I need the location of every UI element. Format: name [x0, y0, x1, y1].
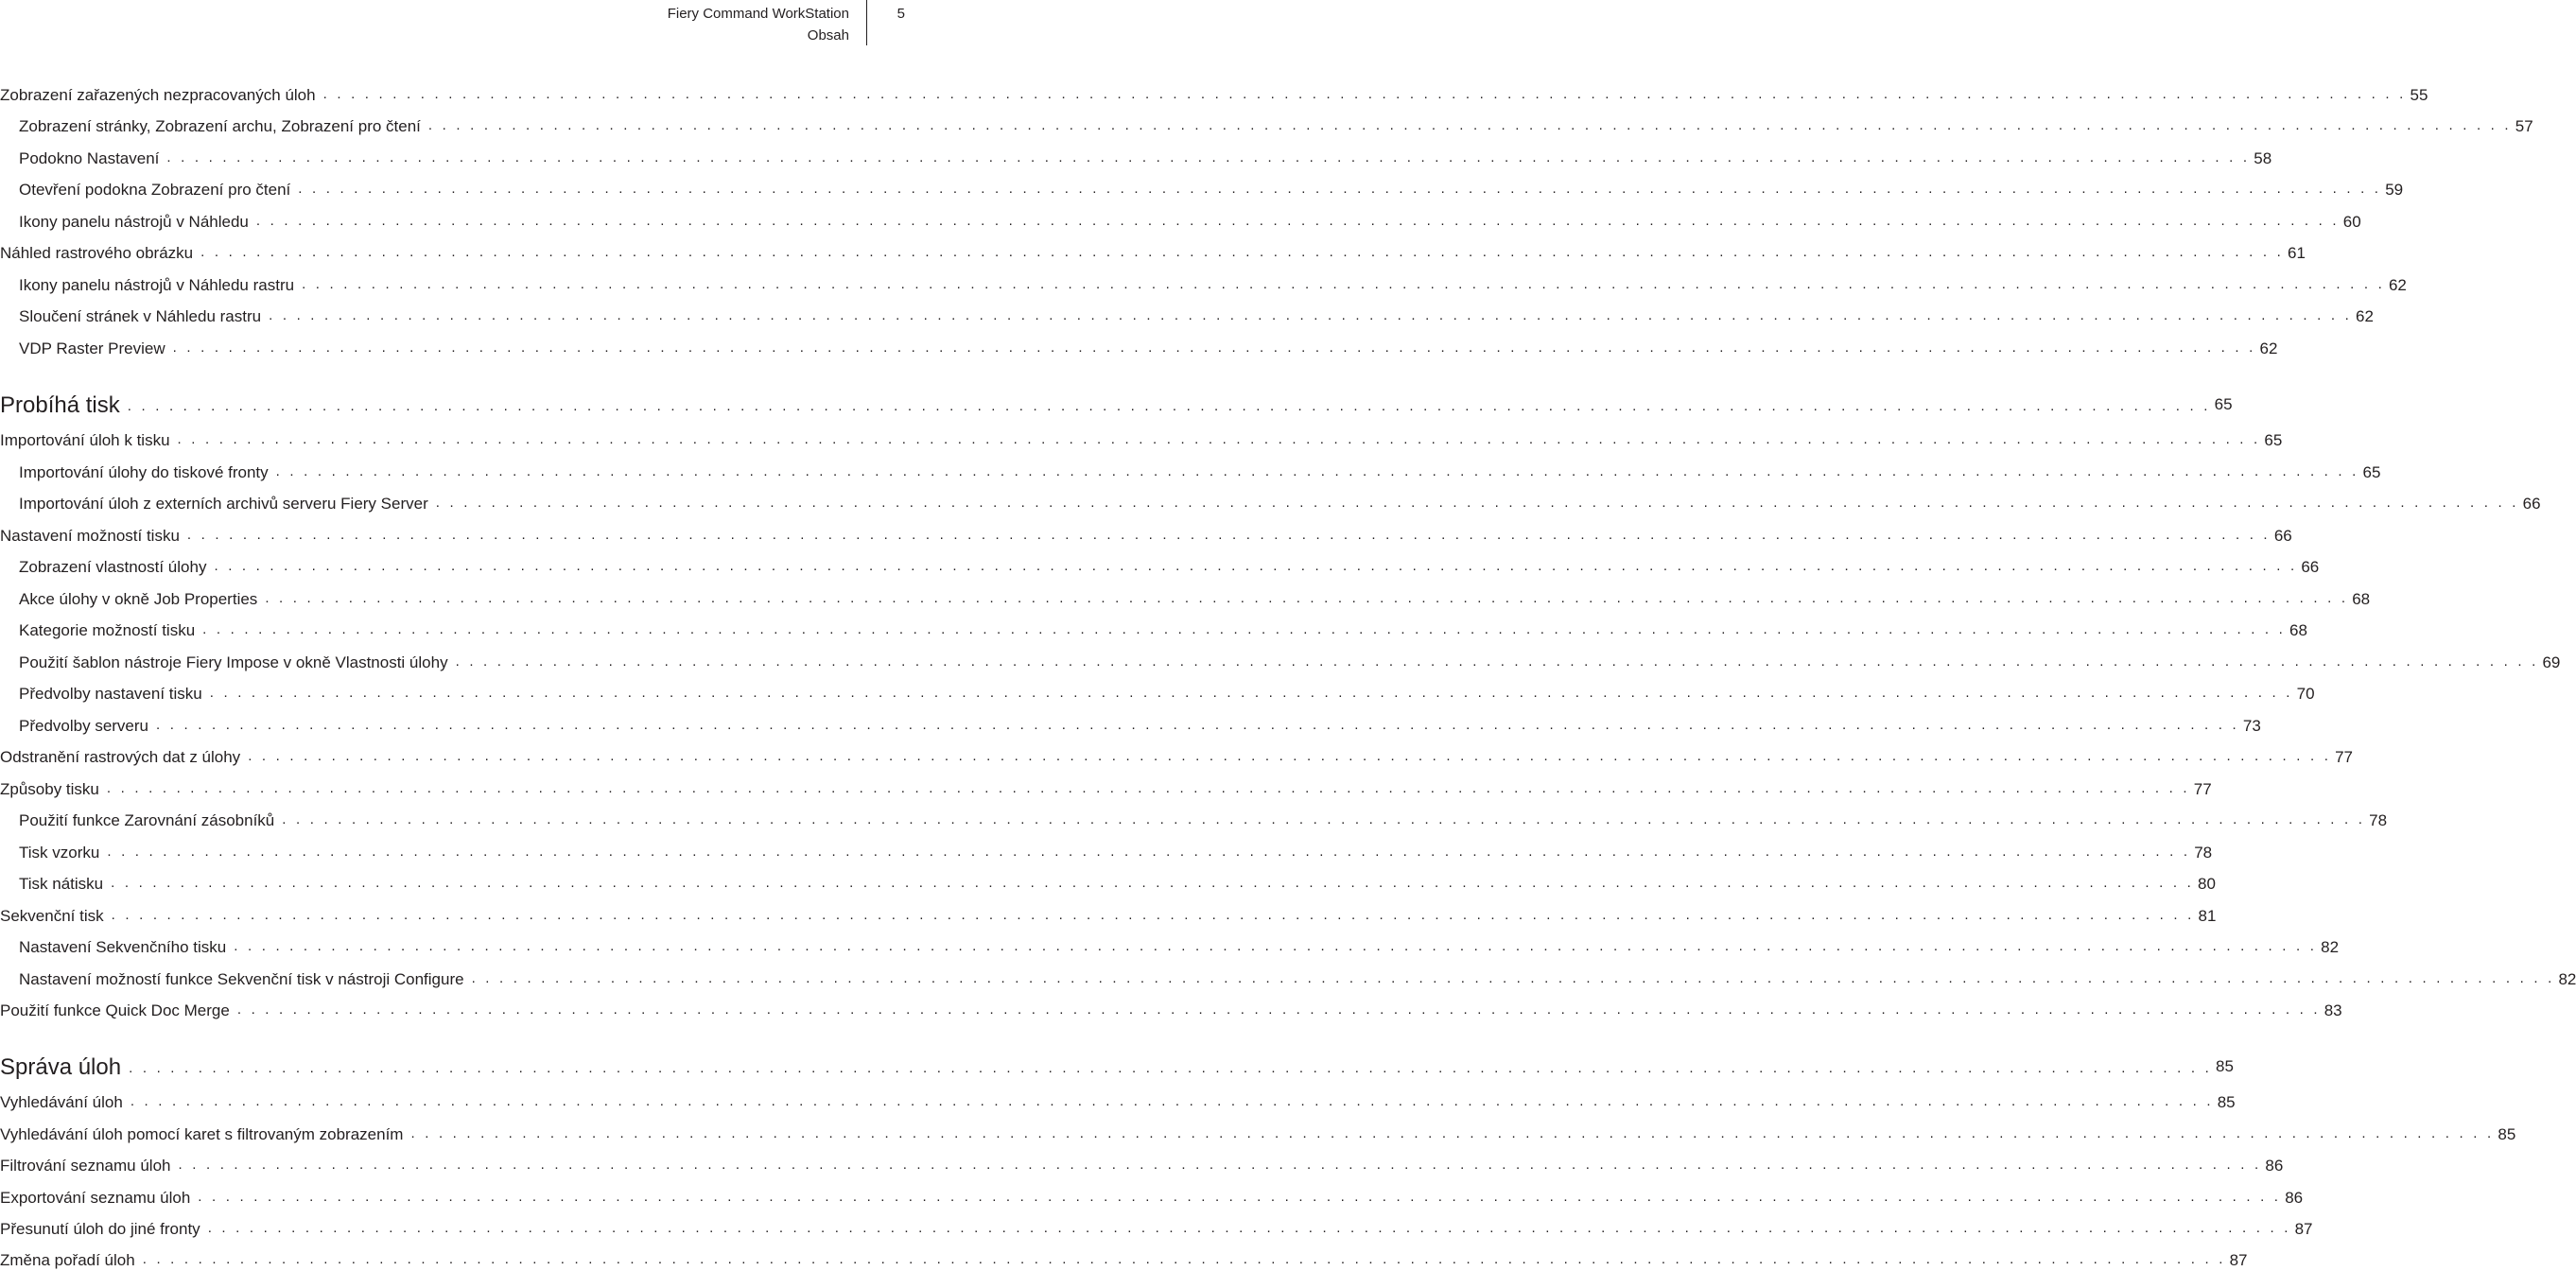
toc-leader-dots: . . . . . . . . . . . . . . . . . . . . . . . . . . . . . . . . . . . . . . . . . . . . . . . . . . . . . . . . . . . . . . . . . . . . . . . . . . . . . . . . . . . . . . . . . . . . . . . . . . . . . . . . . . . . . . . . . . . . . . . . . . . . . . . . . . . . . . . . . . . . . . . . . . . . . .	[282, 811, 2366, 827]
toc-leader-dots: . . . . . . . . . . . . . . . . . . . . . . . . . . . . . . . . . . . . . . . . . . . . . . . . . . . . . . . . . . . . . . . . . . . . . . . . . . . . . . . . . . . . . . . . . . . . . . . . . . . . . . . . . . . . . . . . . . . . . . . . . . . . . . . . . . . . . . . . . . . . . . . . . . . . . .	[111, 875, 2195, 891]
toc-entry-title: Probíhá tisk	[0, 392, 120, 418]
toc-leader-dots: . . . . . . . . . . . . . . . . . . . . . . . . . . . . . . . . . . . . . . . . . . . . . . . . . . . . . . . . . . . . . . . . . . . . . . . . . . . . . . . . . . . . . . . . . . . . . . . . . . . . . . . . . . . . . . . . . . . . . . . . . . . . . . . . . . . . . . . . . . . . . . . . . . . . . .	[156, 717, 2239, 733]
toc-entry-title: Importování úlohy do tiskové fronty	[19, 463, 269, 481]
toc-entry-page: 86	[2285, 1189, 2304, 1207]
toc-leader-dots: . . . . . . . . . . . . . . . . . . . . . . . . . . . . . . . . . . . . . . . . . . . . . . . . . . . . . . . . . . . . . . . . . . . . . . . . . . . . . . . . . . . . . . . . . . . . . . . . . . . . . . . . . . . . . . . . . . . . . . . . . . . . . . . . . . . . . . . . . . . . . . . . . . . . . .	[200, 244, 2285, 260]
header-text-block	[668, 3, 849, 46]
header-divider	[866, 0, 867, 45]
toc-leader-dots: . . . . . . . . . . . . . . . . . . . . . . . . . . . . . . . . . . . . . . . . . . . . . . . . . . . . . . . . . . . . . . . . . . . . . . . . . . . . . . . . . . . . . . . . . . . . . . . . . . . . . . . . . . . . . . . . . . . . . . . . . . . . . . . . . . . . . . . . . . . . . . . . . . . . . .	[186, 527, 2271, 543]
toc-entry[interactable]	[0, 1121, 2516, 1145]
toc-chapter-entry[interactable]	[0, 1050, 2234, 1082]
header-section: Obsah	[807, 27, 849, 44]
toc-leader-dots: . . . . . . . . . . . . . . . . . . . . . . . . . . . . . . . . . . . . . . . . . . . . . . . . . . . . . . . . . . . . . . . . . . . . . . . . . . . . . . . . . . . . . . . . . . . . . . . . . . . . . . . . . . . . . . . . . . . . . . . . . . . . . . . . . . . . . . . . . . . . . . . . . . . . . .	[209, 685, 2293, 701]
toc-entry-title: Způsoby tisku	[0, 780, 99, 798]
toc-leader-dots: . . . . . . . . . . . . . . . . . . . . . . . . . . . . . . . . . . . . . . . . . . . . . . . . . . . . . . . . . . . . . . . . . . . . . . . . . . . . . . . . . . . . . . . . . . . . . . . . . . . . . . . . . . . . . . . . . . . . . . . . . . . . . . . . . . . . . . . . . . . . . . . . . . . . . .	[302, 276, 2385, 292]
toc-entry[interactable]	[0, 1152, 2284, 1176]
toc-leader-dots: . . . . . . . . . . . . . . . . . . . . . . . . . . . . . . . . . . . . . . . . . . . . . . . . . . . . . . . . . . . . . . . . . . . . . . . . . . . . . . . . . . . . . . . . . . . . . . . . . . . . . . . . . . . . . . . . . . . . . . . . . . . . . . . . . . . . . . . . . . . . . . . . . . . . . .	[178, 1157, 2262, 1173]
toc-entry-title: Ikony panelu nástrojů v Náhledu rastru	[19, 276, 295, 294]
toc-entry[interactable]	[0, 1184, 2304, 1209]
toc-entry-page: 81	[2198, 907, 2217, 925]
toc-entry[interactable]	[0, 839, 2213, 863]
toc-entry-title: VDP Raster Preview	[19, 340, 165, 357]
toc-entry-title: Vyhledávání úloh	[0, 1093, 123, 1111]
toc-leader-dots: . . . . . . . . . . . . . . . . . . . . . . . . . . . . . . . . . . . . . . . . . . . . . . . . . . . . . . . . . . . . . . . . . . . . . . . . . . . . . . . . . . . . . . . . . . . . . . . . . . . . . . . . . . . . . . . . . . . . . . . . . . . . . . . . . . . . . . . . . . . . . . . . . . . . . .	[410, 1125, 2495, 1141]
toc-entry-title: Náhled rastrového obrázku	[0, 244, 194, 262]
toc-entry[interactable]	[0, 1246, 2248, 1271]
toc-entry[interactable]	[0, 1215, 2313, 1240]
toc-entry-page: 77	[2335, 748, 2353, 766]
toc-leader-dots: . . . . . . . . . . . . . . . . . . . . . . . . . . . . . . . . . . . . . . . . . . . . . . . . . . . . . . . . . . . . . . . . . . . . . . . . . . . . . . . . . . . . . . . . . . . . . . . . . . . . . . . . . . . . . . . . . . . . . . . . . . . . . . . . . . . . . . . . . . . . . . . . . . . . . .	[265, 590, 2349, 606]
toc-leader-dots: . . . . . . . . . . . . . . . . . . . . . . . . . . . . . . . . . . . . . . . . . . . . . . . . . . . . . . . . . . . . . . . . . . . . . . . . . . . . . . . . . . . . . . . . . . . . . . . . . . . . . . . . . . . . . . . . . . . . . . . . . . . . . . . . . . . . . . . . . . . . . . . . . . . . . .	[234, 938, 2318, 954]
toc-entry-title: Přesunutí úloh do jiné fronty	[0, 1220, 200, 1238]
toc-entry-page: 68	[2289, 621, 2307, 639]
toc-entry-title: Zobrazení zařazených nezpracovaných úloh	[0, 86, 316, 104]
toc-leader-dots: . . . . . . . . . . . . . . . . . . . . . . . . . . . . . . . . . . . . . . . . . . . . . . . . . . . . . . . . . . . . . . . . . . . . . . . . . . . . . . . . . . . . . . . . . . . . . . . . . . . . . . . . . . . . . . . . . . . . . . . . . . . . . . . . . . . . . . . . . . . . . . . . . . . . . .	[248, 748, 2332, 764]
toc-entry-page: 86	[2265, 1157, 2284, 1175]
toc-entry[interactable]	[0, 997, 2342, 1021]
toc-entry-page: 78	[2194, 844, 2213, 862]
toc-entry-page: 68	[2352, 590, 2371, 608]
toc-entry-page: 83	[2324, 1001, 2342, 1019]
toc-entry-title: Exportování seznamu úloh	[0, 1189, 191, 1207]
page-header	[0, 0, 908, 49]
toc-entry[interactable]	[0, 870, 2216, 895]
toc-entry-page: 69	[2542, 653, 2561, 671]
toc-entry[interactable]	[0, 775, 2212, 800]
toc-leader-dots: . . . . . . . . . . . . . . . . . . . . . . . . . . . . . . . . . . . . . . . . . . . . . . . . . . . . . . . . . . . . . . . . . . . . . . . . . . . . . . . . . . . . . . . . . . . . . . . . . . . . . . . . . . . . . . . . . . . . . . . . . . . . . . . . . . . . . . . . . . . . . . . . . . . . . .	[269, 307, 2352, 323]
toc-entry-title: Použití funkce Quick Doc Merge	[0, 1001, 230, 1019]
toc-entry-page: 87	[2229, 1251, 2248, 1269]
toc-entry-title: Správa úloh	[0, 1054, 122, 1080]
toc-leader-dots: . . . . . . . . . . . . . . . . . . . . . . . . . . . . . . . . . . . . . . . . . . . . . . . . . . . . . . . . . . . . . . . . . . . . . . . . . . . . . . . . . . . . . . . . . . . . . . . . . . . . . . . . . . . . . . . . . . . . . . . . . . . . . . . . . . . . . . . . . . . . . . . . . . . . . .	[129, 1060, 2212, 1076]
toc-leader-dots: . . . . . . . . . . . . . . . . . . . . . . . . . . . . . . . . . . . . . . . . . . . . . . . . . . . . . . . . . . . . . . . . . . . . . . . . . . . . . . . . . . . . . . . . . . . . . . . . . . . . . . . . . . . . . . . . . . . . . . . . . . . . . . . . . . . . . . . . . . . . . . . . . . . . . .	[427, 117, 2512, 133]
toc-leader-dots: . . . . . . . . . . . . . . . . . . . . . . . . . . . . . . . . . . . . . . . . . . . . . . . . . . . . . . . . . . . . . . . . . . . . . . . . . . . . . . . . . . . . . . . . . . . . . . . . . . . . . . . . . . . . . . . . . . . . . . . . . . . . . . . . . . . . . . . . . . . . . . . . . . . . . .	[471, 970, 2555, 986]
toc-entry[interactable]	[0, 81, 2428, 106]
toc-entry-page: 77	[2193, 780, 2212, 798]
toc-entry-title: Předvolby serveru	[19, 717, 149, 735]
toc-leader-dots: . . . . . . . . . . . . . . . . . . . . . . . . . . . . . . . . . . . . . . . . . . . . . . . . . . . . . . . . . . . . . . . . . . . . . . . . . . . . . . . . . . . . . . . . . . . . . . . . . . . . . . . . . . . . . . . . . . . . . . . . . . . . . . . . . . . . . . . . . . . . . . . . . . . . . .	[107, 844, 2191, 860]
toc-entry[interactable]	[0, 743, 2353, 768]
header-page-number: 5	[896, 6, 905, 22]
toc-entry[interactable]	[0, 807, 2388, 831]
toc-entry-title: Vyhledávání úloh pomocí karet s filtrovaným zobrazením	[0, 1125, 404, 1143]
toc-entry-title: Filtrování seznamu úloh	[0, 1157, 171, 1175]
toc-entry-title: Ikony panelu nástrojů v Náhledu	[19, 213, 249, 231]
toc-entry[interactable]	[0, 649, 2561, 673]
toc-entry-page: 66	[2301, 558, 2320, 576]
toc-entry-page: 70	[2296, 685, 2315, 703]
toc-entry-title: Zobrazení vlastností úlohy	[19, 558, 207, 576]
toc-entry[interactable]	[0, 271, 2407, 296]
toc-entry-title: Nastavení možností tisku	[0, 527, 180, 545]
toc-leader-dots: . . . . . . . . . . . . . . . . . . . . . . . . . . . . . . . . . . . . . . . . . . . . . . . . . . . . . . . . . . . . . . . . . . . . . . . . . . . . . . . . . . . . . . . . . . . . . . . . . . . . . . . . . . . . . . . . . . . . . . . . . . . . . . . . . . . . . . . . . . . . . . . . . . . . . .	[298, 181, 2382, 197]
toc-leader-dots: . . . . . . . . . . . . . . . . . . . . . . . . . . . . . . . . . . . . . . . . . . . . . . . . . . . . . . . . . . . . . . . . . . . . . . . . . . . . . . . . . . . . . . . . . . . . . . . . . . . . . . . . . . . . . . . . . . . . . . . . . . . . . . . . . . . . . . . . . . . . . . . . . . . . . .	[106, 780, 2190, 796]
toc-entry[interactable]	[0, 522, 2292, 547]
toc-entry-title: Změna pořadí úloh	[0, 1251, 135, 1269]
toc-entry-page: 60	[2342, 213, 2361, 231]
toc-leader-dots: . . . . . . . . . . . . . . . . . . . . . . . . . . . . . . . . . . . . . . . . . . . . . . . . . . . . . . . . . . . . . . . . . . . . . . . . . . . . . . . . . . . . . . . . . . . . . . . . . . . . . . . . . . . . . . . . . . . . . . . . . . . . . . . . . . . . . . . . . . . . . . . . . . . . . .	[142, 1251, 2226, 1267]
toc-entry[interactable]	[0, 680, 2315, 705]
toc-leader-dots: . . . . . . . . . . . . . . . . . . . . . . . . . . . . . . . . . . . . . . . . . . . . . . . . . . . . . . . . . . . . . . . . . . . . . . . . . . . . . . . . . . . . . . . . . . . . . . . . . . . . . . . . . . . . . . . . . . . . . . . . . . . . . . . . . . . . . . . . . . . . . . . . . . . . . .	[127, 398, 2211, 414]
toc-entry[interactable]	[0, 427, 2283, 451]
toc-entry-title: Sloučení stránek v Náhledu rastru	[19, 307, 262, 325]
toc-leader-dots: . . . . . . . . . . . . . . . . . . . . . . . . . . . . . . . . . . . . . . . . . . . . . . . . . . . . . . . . . . . . . . . . . . . . . . . . . . . . . . . . . . . . . . . . . . . . . . . . . . . . . . . . . . . . . . . . . . . . . . . . . . . . . . . . . . . . . . . . . . . . . . . . . . . . . .	[435, 495, 2519, 511]
toc-entry-page: 66	[2273, 527, 2292, 545]
toc-entry-page: 78	[2369, 811, 2388, 829]
toc-entry-title: Podokno Nastavení	[19, 149, 160, 167]
toc-entry-page: 55	[2410, 86, 2428, 104]
toc-leader-dots: . . . . . . . . . . . . . . . . . . . . . . . . . . . . . . . . . . . . . . . . . . . . . . . . . . . . . . . . . . . . . . . . . . . . . . . . . . . . . . . . . . . . . . . . . . . . . . . . . . . . . . . . . . . . . . . . . . . . . . . . . . . . . . . . . . . . . . . . . . . . . . . . . . . . . .	[455, 653, 2539, 670]
toc-leader-dots: . . . . . . . . . . . . . . . . . . . . . . . . . . . . . . . . . . . . . . . . . . . . . . . . . . . . . . . . . . . . . . . . . . . . . . . . . . . . . . . . . . . . . . . . . . . . . . . . . . . . . . . . . . . . . . . . . . . . . . . . . . . . . . . . . . . . . . . . . . . . . . . . . . . . . .	[130, 1093, 2214, 1109]
toc-entry[interactable]	[0, 933, 2340, 958]
toc-entry-title: Předvolby nastavení tisku	[19, 685, 202, 703]
toc-entry-title: Tisk vzorku	[19, 844, 100, 862]
toc-entry-page: 65	[2362, 463, 2381, 481]
toc-entry-title: Importování úloh z externích archivů serveru Fiery Server	[19, 495, 428, 513]
toc-leader-dots: . . . . . . . . . . . . . . . . . . . . . . . . . . . . . . . . . . . . . . . . . . . . . . . . . . . . . . . . . . . . . . . . . . . . . . . . . . . . . . . . . . . . . . . . . . . . . . . . . . . . . . . . . . . . . . . . . . . . . . . . . . . . . . . . . . . . . . . . . . . . . . . . . . . . . .	[207, 1220, 2291, 1236]
toc-chapter-entry[interactable]	[0, 388, 2233, 420]
toc-entry[interactable]	[0, 176, 2404, 200]
toc-entry[interactable]	[0, 585, 2371, 610]
toc-entry-page: 82	[2558, 970, 2576, 988]
toc-entry[interactable]	[0, 335, 2278, 359]
toc-leader-dots: . . . . . . . . . . . . . . . . . . . . . . . . . . . . . . . . . . . . . . . . . . . . . . . . . . . . . . . . . . . . . . . . . . . . . . . . . . . . . . . . . . . . . . . . . . . . . . . . . . . . . . . . . . . . . . . . . . . . . . . . . . . . . . . . . . . . . . . . . . . . . . . . . . . . . .	[198, 1189, 2282, 1205]
toc-leader-dots: . . . . . . . . . . . . . . . . . . . . . . . . . . . . . . . . . . . . . . . . . . . . . . . . . . . . . . . . . . . . . . . . . . . . . . . . . . . . . . . . . . . . . . . . . . . . . . . . . . . . . . . . . . . . . . . . . . . . . . . . . . . . . . . . . . . . . . . . . . . . . . . . . . . . . .	[177, 431, 2261, 447]
toc-entry-title: Nastavení Sekvenčního tisku	[19, 938, 227, 956]
toc-entry-page: 61	[2288, 244, 2306, 262]
toc-leader-dots: . . . . . . . . . . . . . . . . . . . . . . . . . . . . . . . . . . . . . . . . . . . . . . . . . . . . . . . . . . . . . . . . . . . . . . . . . . . . . . . . . . . . . . . . . . . . . . . . . . . . . . . . . . . . . . . . . . . . . . . . . . . . . . . . . . . . . . . . . . . . . . . . . . . . . .	[275, 463, 2359, 479]
toc-entry[interactable]	[0, 966, 2576, 990]
toc-leader-dots: . . . . . . . . . . . . . . . . . . . . . . . . . . . . . . . . . . . . . . . . . . . . . . . . . . . . . . . . . . . . . . . . . . . . . . . . . . . . . . . . . . . . . . . . . . . . . . . . . . . . . . . . . . . . . . . . . . . . . . . . . . . . . . . . . . . . . . . . . . . . . . . . . . . . . .	[236, 1001, 2321, 1018]
toc-entry-page: 80	[2198, 875, 2216, 893]
toc-entry-title: Zobrazení stránky, Zobrazení archu, Zobrazení pro čtení	[19, 117, 421, 135]
toc-entry[interactable]	[0, 553, 2320, 578]
toc-leader-dots: . . . . . . . . . . . . . . . . . . . . . . . . . . . . . . . . . . . . . . . . . . . . . . . . . . . . . . . . . . . . . . . . . . . . . . . . . . . . . . . . . . . . . . . . . . . . . . . . . . . . . . . . . . . . . . . . . . . . . . . . . . . . . . . . . . . . . . . . . . . . . . . . . . . . . .	[202, 621, 2287, 637]
toc-entry-page: 85	[2217, 1093, 2236, 1111]
toc-entry[interactable]	[0, 239, 2306, 264]
toc-entry[interactable]	[0, 902, 2217, 927]
toc-entry-page: 62	[2388, 276, 2407, 294]
toc-entry-page: 57	[2515, 117, 2533, 135]
toc-entry-title: Otevření podokna Zobrazení pro čtení	[19, 181, 291, 199]
toc-leader-dots: . . . . . . . . . . . . . . . . . . . . . . . . . . . . . . . . . . . . . . . . . . . . . . . . . . . . . . . . . . . . . . . . . . . . . . . . . . . . . . . . . . . . . . . . . . . . . . . . . . . . . . . . . . . . . . . . . . . . . . . . . . . . . . . . . . . . . . . . . . . . . . . . . . . . . .	[322, 86, 2407, 102]
toc-entry-page: 82	[2321, 938, 2340, 956]
toc-entry-title: Akce úlohy v okně Job Properties	[19, 590, 258, 608]
toc-entry-title: Sekvenční tisk	[0, 907, 104, 925]
toc-entry-page: 66	[2522, 495, 2541, 513]
toc-entry[interactable]	[0, 459, 2381, 483]
toc-entry-page: 85	[2498, 1125, 2516, 1143]
toc-entry[interactable]	[0, 145, 2272, 169]
toc-entry[interactable]	[0, 113, 2533, 137]
toc-entry-page: 62	[2355, 307, 2374, 325]
toc-entry-page: 65	[2214, 395, 2233, 413]
toc-leader-dots: . . . . . . . . . . . . . . . . . . . . . . . . . . . . . . . . . . . . . . . . . . . . . . . . . . . . . . . . . . . . . . . . . . . . . . . . . . . . . . . . . . . . . . . . . . . . . . . . . . . . . . . . . . . . . . . . . . . . . . . . . . . . . . . . . . . . . . . . . . . . . . . . . . . . . .	[172, 340, 2256, 356]
toc-leader-dots: . . . . . . . . . . . . . . . . . . . . . . . . . . . . . . . . . . . . . . . . . . . . . . . . . . . . . . . . . . . . . . . . . . . . . . . . . . . . . . . . . . . . . . . . . . . . . . . . . . . . . . . . . . . . . . . . . . . . . . . . . . . . . . . . . . . . . . . . . . . . . . . . . . . . . .	[214, 558, 2298, 574]
toc-entry[interactable]	[0, 712, 2261, 737]
toc-entry-page: 73	[2242, 717, 2261, 735]
toc-entry-title: Odstranění rastrových dat z úlohy	[0, 748, 241, 766]
toc-entry-page: 65	[2264, 431, 2283, 449]
toc-entry[interactable]	[0, 208, 2361, 233]
toc-leader-dots: . . . . . . . . . . . . . . . . . . . . . . . . . . . . . . . . . . . . . . . . . . . . . . . . . . . . . . . . . . . . . . . . . . . . . . . . . . . . . . . . . . . . . . . . . . . . . . . . . . . . . . . . . . . . . . . . . . . . . . . . . . . . . . . . . . . . . . . . . . . . . . . . . . . . . .	[166, 149, 2251, 165]
toc-entry[interactable]	[0, 303, 2374, 327]
toc-entry[interactable]	[0, 490, 2541, 514]
toc-entry-page: 59	[2385, 181, 2404, 199]
toc-entry-title: Použití šablon nástroje Fiery Impose v okně Vlastnosti úlohy	[19, 653, 448, 671]
toc-entry-title: Nastavení možností funkce Sekvenční tisk v nástroji Configure	[19, 970, 464, 988]
toc-leader-dots: . . . . . . . . . . . . . . . . . . . . . . . . . . . . . . . . . . . . . . . . . . . . . . . . . . . . . . . . . . . . . . . . . . . . . . . . . . . . . . . . . . . . . . . . . . . . . . . . . . . . . . . . . . . . . . . . . . . . . . . . . . . . . . . . . . . . . . . . . . . . . . . . . . . . . .	[111, 907, 2195, 923]
toc-entry-title: Použití funkce Zarovnání zásobníků	[19, 811, 275, 829]
toc-entry-title: Kategorie možností tisku	[19, 621, 196, 639]
toc-entry-page: 58	[2254, 149, 2272, 167]
toc-leader-dots: . . . . . . . . . . . . . . . . . . . . . . . . . . . . . . . . . . . . . . . . . . . . . . . . . . . . . . . . . . . . . . . . . . . . . . . . . . . . . . . . . . . . . . . . . . . . . . . . . . . . . . . . . . . . . . . . . . . . . . . . . . . . . . . . . . . . . . . . . . . . . . . . . . . . . .	[255, 213, 2340, 229]
toc-entry[interactable]	[0, 617, 2307, 641]
toc-entry[interactable]	[0, 1088, 2236, 1113]
toc-entry-title: Tisk nátisku	[19, 875, 104, 893]
toc-entry-title: Importování úloh k tisku	[0, 431, 170, 449]
toc-entry-page: 85	[2215, 1057, 2234, 1075]
toc-entry-page: 87	[2294, 1220, 2313, 1238]
header-title: Fiery Command WorkStation	[667, 6, 849, 22]
toc-entry-page: 62	[2259, 340, 2278, 357]
